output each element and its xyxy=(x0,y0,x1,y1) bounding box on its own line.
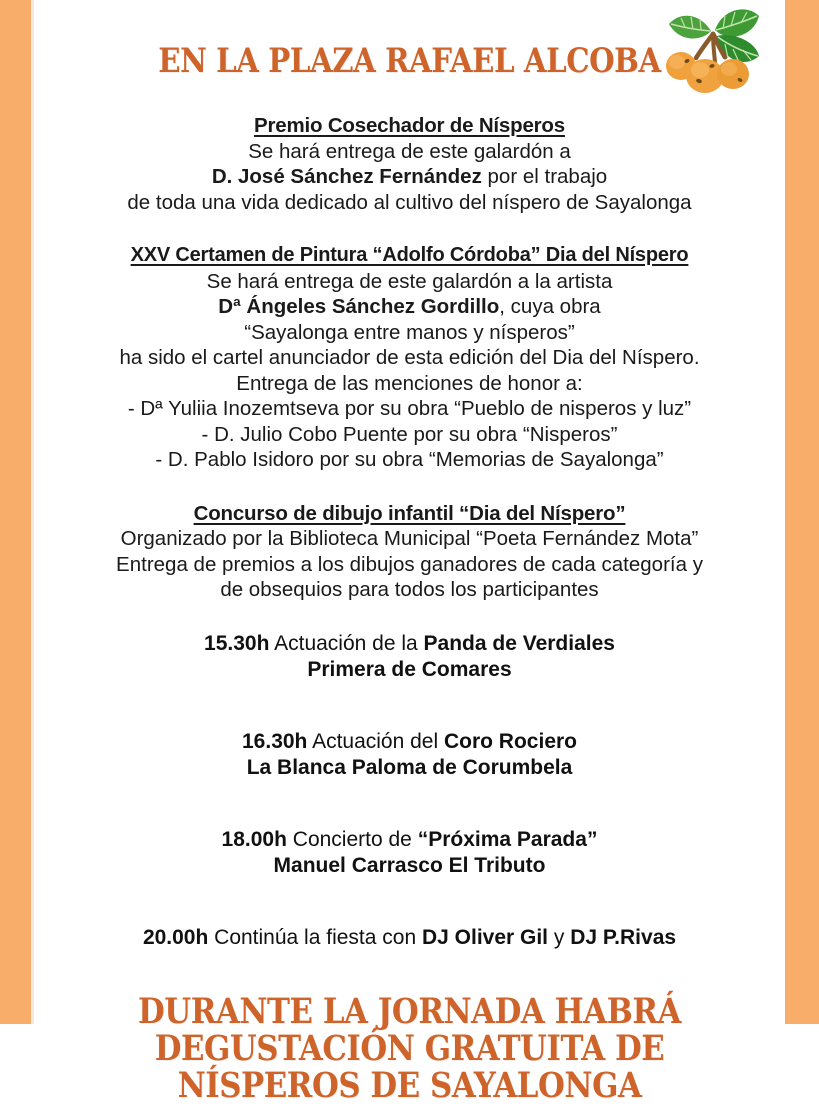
text-run: Continúa la fiesta con xyxy=(208,925,422,949)
section-line xyxy=(38,269,781,295)
text-run: Dª Ángeles Sánchez Gordillo xyxy=(218,295,500,318)
section-line xyxy=(38,139,781,165)
section-premio-cosechador xyxy=(34,113,785,215)
section-line xyxy=(38,371,781,397)
text-run: , cuya obra xyxy=(499,295,601,318)
schedule-line xyxy=(34,657,785,683)
text-run: y xyxy=(548,925,571,949)
left-orange-border xyxy=(0,0,31,1024)
text-run: “Sayalonga entre manos y nísperos” xyxy=(244,320,575,344)
footer-line: NÍSPEROS DE SAYALONGA xyxy=(177,1064,642,1106)
text-run: Entrega de premios a los dibujos ganadores de cada categoría y xyxy=(116,552,703,576)
section-line xyxy=(38,320,781,346)
text-run: Panda de Verdiales xyxy=(423,631,615,655)
section-concurso-dibujo xyxy=(34,501,785,603)
text-run: Organizado por la Biblioteca Municipal “Poeta Fernández Mota” xyxy=(120,527,699,550)
mention-item xyxy=(38,396,781,422)
section-certamen-pintura xyxy=(34,243,785,473)
schedule-item xyxy=(34,631,785,683)
text-run: - D. Julio Cobo Puente por su obra “Nisperos” xyxy=(201,422,618,446)
text-run: Concierto de xyxy=(286,827,418,851)
section-heading: XXV Certamen de Pintura “Adolfo Córdoba” Dia del Níspero xyxy=(130,244,689,266)
schedule-item xyxy=(34,729,785,781)
text-run: DJ Oliver Gil xyxy=(421,925,549,949)
text-run: Actuación del xyxy=(307,729,444,753)
poster-header xyxy=(34,0,785,104)
schedule-time: 20.00h xyxy=(142,925,209,949)
text-run: “Próxima Parada” xyxy=(417,827,598,851)
text-run: Primera de Comares xyxy=(307,657,512,681)
schedule-line xyxy=(34,755,785,781)
section-line xyxy=(38,552,781,578)
text-run: Se hará entrega de este galardón a xyxy=(248,139,571,163)
mention-item xyxy=(38,447,781,473)
text-run: de obsequios para todos los participantes xyxy=(220,578,599,601)
section-heading: Concurso de dibujo infantil “Dia del Níspero” xyxy=(193,501,626,525)
section-line xyxy=(38,164,781,190)
section-line xyxy=(38,294,781,320)
section-heading: Premio Cosechador de Nísperos xyxy=(254,114,565,137)
schedule-line xyxy=(34,631,785,657)
text-run: DJ P.Rivas xyxy=(570,925,677,949)
schedule-item xyxy=(34,925,785,951)
text-run: La Blanca Paloma de Corumbela xyxy=(246,755,573,779)
text-run: por el trabajo xyxy=(481,165,608,188)
right-orange-border xyxy=(785,0,819,1024)
nispero-loquat-branch-icon xyxy=(655,4,775,106)
section-line xyxy=(38,345,781,371)
schedule-line xyxy=(34,827,785,853)
text-run: Manuel Carrasco El Tributo xyxy=(273,853,546,877)
text-run: - Dª Yuliia Inozemtseva por su obra “Pueblo de nisperos y luz” xyxy=(127,397,692,420)
section-line xyxy=(38,190,781,216)
footer-line: DEGUSTACIÓN GRATUITA DE xyxy=(154,1027,665,1069)
page-title: EN LA PLAZA RAFAEL ALCOBA xyxy=(158,41,661,81)
schedule-line xyxy=(34,925,785,951)
text-run: D. José Sánchez Fernández xyxy=(211,165,482,188)
section-line xyxy=(38,577,781,603)
text-run: Se hará entrega de este galardón a la artista xyxy=(206,269,613,293)
schedule-line xyxy=(34,853,785,879)
mention-item xyxy=(38,422,781,448)
text-run: de toda una vida dedicado al cultivo del níspero de Sayalonga xyxy=(127,190,692,214)
poster-content-area xyxy=(34,0,785,1106)
schedule-line xyxy=(34,729,785,755)
schedule-time: 16.30h xyxy=(242,729,308,753)
schedule-item xyxy=(34,827,785,879)
text-run: Coro Rociero xyxy=(443,729,577,753)
text-run: - D. Pablo Isidoro por su obra “Memorias de Sayalonga” xyxy=(155,448,664,471)
text-run: Entrega de las menciones de honor a: xyxy=(236,371,583,395)
footer-banner xyxy=(34,990,785,1106)
footer-line: DURANTE LA JORNADA HABRÁ xyxy=(138,990,681,1032)
schedule-time: 15.30h xyxy=(204,631,270,655)
schedule-time: 18.00h xyxy=(221,827,287,851)
text-run: Actuación de la xyxy=(269,631,424,655)
section-line xyxy=(38,526,781,552)
text-run: ha sido el cartel anunciador de esta edición del Dia del Níspero. xyxy=(119,346,700,369)
